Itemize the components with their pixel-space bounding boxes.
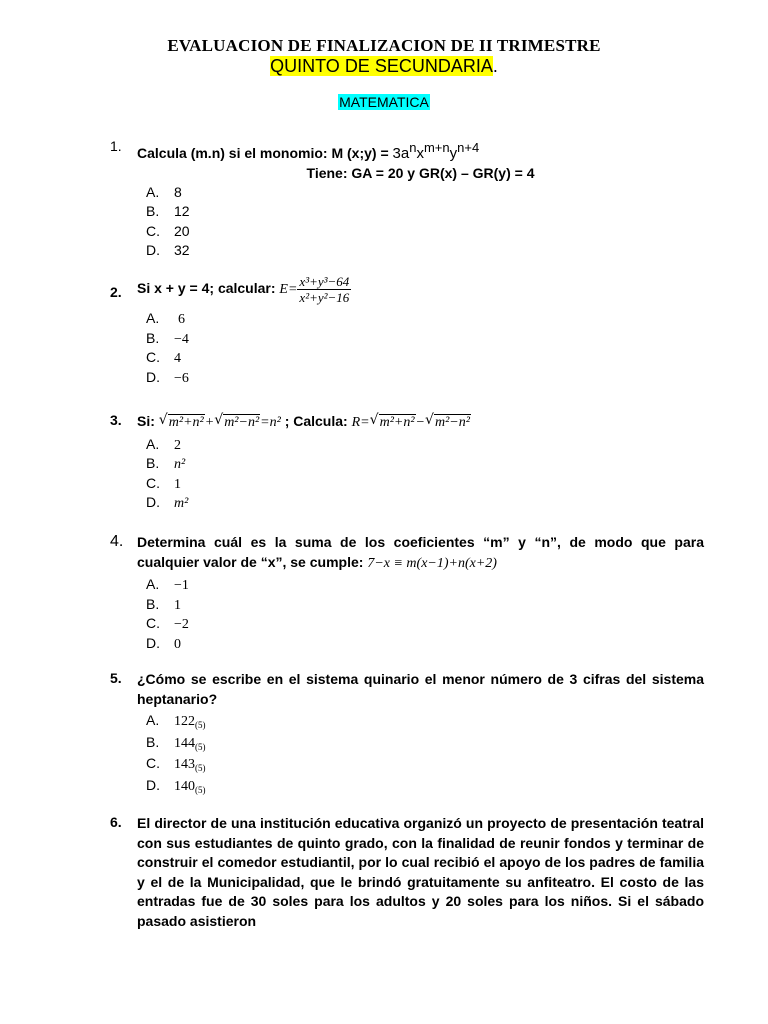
- base-subscript: (5): [195, 741, 206, 752]
- option-c[interactable]: [146, 754, 704, 776]
- option-a[interactable]: [146, 435, 704, 455]
- option-label: A.: [146, 712, 160, 728]
- question-number: 5.: [110, 670, 122, 686]
- question-4: [110, 533, 704, 653]
- condition-expression: √ m²+n²+ √ m²−n²=n²: [159, 415, 281, 430]
- monomial-coef: 3a: [392, 145, 410, 162]
- option-label: A.: [146, 183, 160, 200]
- option-a[interactable]: [146, 183, 704, 203]
- question-text: [137, 533, 704, 573]
- option-a[interactable]: [146, 575, 704, 595]
- question-number: 2.: [110, 284, 122, 300]
- exam-title: EVALUACION DE FINALIZACION DE II TRIMESTRE: [167, 36, 601, 55]
- option-label: A.: [146, 310, 160, 326]
- option-c[interactable]: [146, 348, 704, 368]
- option-label: D.: [146, 776, 160, 793]
- option-value: 6: [178, 312, 185, 327]
- subject-highlight: MATEMATICA: [339, 94, 429, 110]
- question-number: 1.: [110, 138, 122, 154]
- option-value: 4: [174, 351, 181, 367]
- option-value: 140: [174, 778, 195, 794]
- option-a[interactable]: [146, 309, 704, 329]
- option-label: B.: [146, 329, 160, 346]
- option-label: D.: [146, 242, 160, 259]
- option-label: D.: [146, 368, 160, 385]
- grade-heading: [0, 56, 768, 77]
- option-d[interactable]: [146, 493, 704, 513]
- question-number: 4.: [110, 533, 124, 550]
- question-number: 3.: [110, 412, 122, 428]
- option-a[interactable]: [146, 711, 704, 733]
- option-d[interactable]: [146, 776, 704, 798]
- option-c[interactable]: [146, 614, 704, 634]
- option-label: B.: [146, 595, 160, 612]
- question-text: El director de una institución educativa organizó un proyecto de presentación teatral con sus estudiantes de quinto grado, con la finalidad de reunir fondos y terminar de construir el comedor estudiantil, por lo cual recibió el apoyo de los padres de familia y el de la Municipalidad, que le brindó gratuitamente su anfiteatro. El costo de las entradas fue de 30 soles para los adultos y 20 soles para los niños. Si el sábado pasado asistieron: [137, 815, 704, 929]
- option-b[interactable]: [146, 454, 704, 474]
- subject-heading: [0, 94, 768, 110]
- option-c[interactable]: [146, 474, 704, 494]
- monomial-expression: [392, 140, 480, 162]
- sqrt-term: √ m²−n²: [214, 412, 260, 430]
- option-d[interactable]: [146, 368, 704, 388]
- monomial-a-exponent: n: [409, 140, 417, 155]
- expression-lhs: E=: [279, 282, 298, 298]
- option-d[interactable]: [146, 241, 704, 261]
- question-2: [110, 274, 704, 387]
- target-expression: R= √ m²+n²− √ m²−n²: [352, 415, 471, 430]
- option-value: −4: [174, 331, 189, 347]
- base-subscript: (5): [195, 784, 206, 795]
- option-c[interactable]: [146, 222, 704, 242]
- option-b[interactable]: [146, 733, 704, 755]
- question-text: [137, 412, 704, 433]
- options-list: [146, 309, 704, 387]
- option-label: A.: [146, 435, 160, 452]
- option-value: −2: [174, 617, 189, 633]
- question-text: [137, 138, 704, 164]
- question-number: 6.: [110, 814, 122, 830]
- option-b[interactable]: [146, 595, 704, 615]
- monomial-x-exponent: m+n: [423, 140, 450, 155]
- option-value: 144: [174, 735, 195, 751]
- question-si: Si:: [137, 413, 155, 429]
- sqrt-term: √ m²+n²: [369, 412, 415, 430]
- option-value: 2: [174, 437, 181, 453]
- option-value: 143: [174, 757, 195, 772]
- options-list: [146, 575, 704, 653]
- option-value: 32: [174, 242, 190, 259]
- fraction-expression: [297, 274, 351, 305]
- identity-expression: 7−x ≡ m(x−1)+n(x+2): [367, 555, 497, 571]
- option-label: D.: [146, 634, 160, 651]
- base-subscript: (5): [195, 763, 206, 773]
- option-b[interactable]: [146, 329, 704, 349]
- options-list: [146, 435, 704, 513]
- option-value: −1: [174, 578, 189, 593]
- option-d[interactable]: [146, 634, 704, 654]
- option-label: C.: [146, 755, 160, 771]
- grade-highlight: QUINTO DE SECUNDARIA: [270, 56, 493, 76]
- option-label: C.: [146, 349, 160, 366]
- question-text: [137, 274, 704, 305]
- options-list: [146, 183, 704, 261]
- sqrt-term: √ m²+n²: [158, 412, 204, 430]
- question-1: [110, 138, 704, 261]
- question-calc: ; Calcula:: [284, 413, 348, 429]
- option-label: A.: [146, 576, 160, 592]
- fraction-denominator: x²+y²−16: [299, 290, 350, 305]
- option-label: D.: [146, 494, 160, 511]
- monomial-y: y: [449, 145, 458, 162]
- option-value: 12: [174, 203, 190, 220]
- option-value: 0: [174, 636, 181, 652]
- question-prompt: Determina cuál es la suma de los coeficientes “m” y “n”, de modo que para cualquier valor de “x”, se cumple:: [137, 534, 704, 570]
- question-text: ¿Cómo se escribe en el sistema quinario el menor número de 3 cifras del sistema heptanario?: [137, 671, 704, 707]
- question-prompt: Si x + y = 4; calcular:: [137, 280, 276, 297]
- option-b[interactable]: [146, 202, 704, 222]
- monomial-x: x: [416, 145, 424, 162]
- question-prompt: Calcula (m.n) si el monomio: M (x;y) =: [137, 145, 389, 161]
- option-value: 1: [174, 476, 181, 492]
- options-list: [146, 711, 704, 797]
- option-value: −6: [174, 370, 189, 386]
- option-label: B.: [146, 455, 160, 472]
- option-value: 8: [174, 183, 182, 200]
- option-value: m²: [174, 496, 189, 512]
- option-label: C.: [146, 615, 160, 632]
- monomial-y-exponent: n+4: [457, 140, 480, 155]
- sqrt-term: √ m²−n²: [425, 412, 470, 430]
- option-value: n²: [174, 457, 186, 473]
- base-subscript: (5): [195, 720, 206, 730]
- fraction-numerator: x³+y³−64: [299, 274, 350, 289]
- question-condition: Tiene: GA = 20 y GR(x) – GR(y) = 4: [306, 164, 535, 181]
- option-label: B.: [146, 203, 160, 220]
- option-value: 1: [174, 597, 181, 613]
- question-5: [110, 670, 704, 797]
- option-label: C.: [146, 474, 160, 491]
- option-value: 20: [174, 222, 190, 239]
- option-label: C.: [146, 222, 160, 239]
- option-label: B.: [146, 733, 160, 750]
- grade-period: .: [492, 56, 498, 76]
- option-value: 122: [174, 714, 195, 729]
- question-6: [110, 814, 704, 931]
- question-3: [110, 412, 704, 513]
